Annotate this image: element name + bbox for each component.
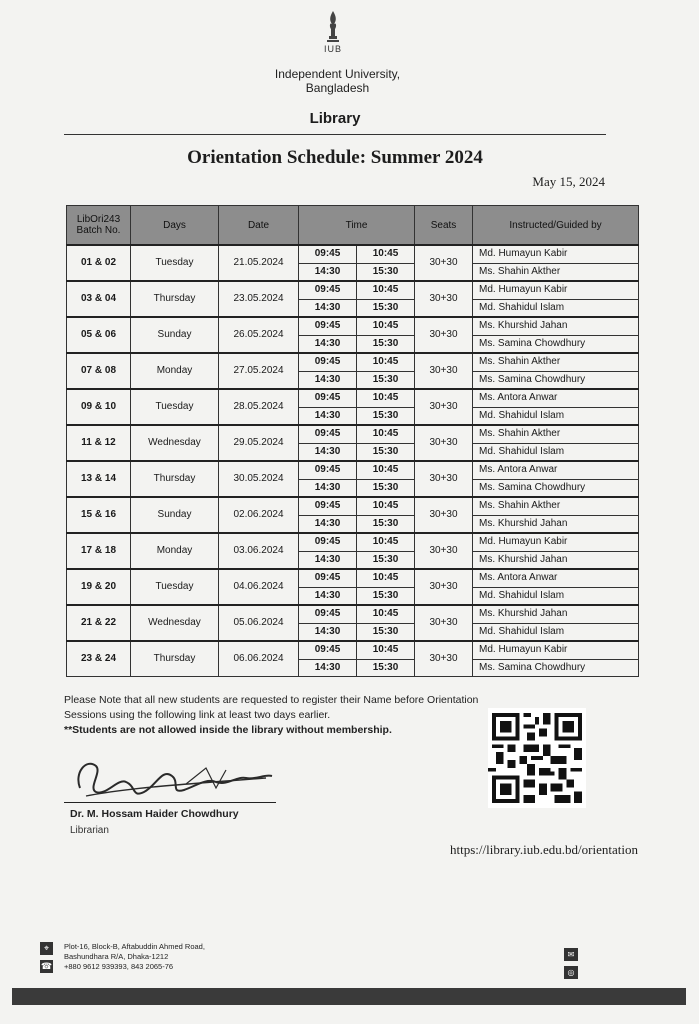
instructor-cell: Md. Shahidul Islam xyxy=(473,587,639,605)
start-time-cell: 14:30 xyxy=(299,371,357,389)
day-cell: Sunday xyxy=(131,497,219,533)
end-time-cell: 15:30 xyxy=(357,515,415,533)
header-batch: LibOri243 Batch No. xyxy=(67,206,131,246)
start-time-cell: 14:30 xyxy=(299,407,357,425)
day-cell: Wednesday xyxy=(131,425,219,461)
start-time-cell: 14:30 xyxy=(299,587,357,605)
orientation-schedule-table xyxy=(66,205,639,677)
end-time-cell: 10:45 xyxy=(357,245,415,263)
instructor-cell: Ms. Khurshid Jahan xyxy=(473,317,639,335)
end-time-cell: 15:30 xyxy=(357,587,415,605)
instructor-cell: Ms. Shahin Akther xyxy=(473,353,639,371)
date-cell: 28.05.2024 xyxy=(219,389,299,425)
phone-numbers: +880 9612 939393, 843 2065-76 xyxy=(64,962,174,971)
start-time-cell: 09:45 xyxy=(299,425,357,443)
start-time-cell: 14:30 xyxy=(299,515,357,533)
batch-cell: 11 & 12 xyxy=(67,425,131,461)
instructor-cell: Md. Humayun Kabir xyxy=(473,641,639,659)
instructor-cell: Md. Humayun Kabir xyxy=(473,281,639,299)
signature-line xyxy=(64,802,276,803)
start-time-cell: 09:45 xyxy=(299,605,357,623)
footer-contact xyxy=(40,940,280,980)
footer-bar xyxy=(12,988,686,1005)
end-time-cell: 10:45 xyxy=(357,389,415,407)
batch-cell: 21 & 22 xyxy=(67,605,131,641)
instructor-cell: Md. Shahidul Islam xyxy=(473,299,639,317)
instructor-cell: Md. Shahidul Islam xyxy=(473,443,639,461)
end-time-cell: 15:30 xyxy=(357,407,415,425)
email-icon: ✉ xyxy=(564,948,578,961)
batch-cell: 07 & 08 xyxy=(67,353,131,389)
date-cell: 02.06.2024 xyxy=(219,497,299,533)
instructor-cell: Ms. Samina Chowdhury xyxy=(473,371,639,389)
logo-text: IUB xyxy=(323,44,342,54)
date-cell: 04.06.2024 xyxy=(219,569,299,605)
table-row xyxy=(67,281,639,299)
start-time-cell: 14:30 xyxy=(299,659,357,677)
date-cell: 21.05.2024 xyxy=(219,245,299,281)
instructor-cell: Ms. Samina Chowdhury xyxy=(473,335,639,353)
instructor-cell: Ms. Samina Chowdhury xyxy=(473,479,639,497)
seats-cell: 30+30 xyxy=(415,389,473,425)
start-time-cell: 09:45 xyxy=(299,497,357,515)
end-time-cell: 15:30 xyxy=(357,479,415,497)
header-time: Time xyxy=(299,206,415,246)
header-instructed: Instructed/Guided by xyxy=(473,206,639,246)
table-row xyxy=(67,389,639,407)
header-divider xyxy=(64,134,606,135)
table-header-row xyxy=(67,206,639,246)
table-row xyxy=(67,317,639,335)
seats-cell: 30+30 xyxy=(415,425,473,461)
date-cell: 05.06.2024 xyxy=(219,605,299,641)
end-time-cell: 15:30 xyxy=(357,659,415,677)
header-days: Days xyxy=(131,206,219,246)
seats-cell: 30+30 xyxy=(415,353,473,389)
batch-cell: 17 & 18 xyxy=(67,533,131,569)
day-cell: Sunday xyxy=(131,317,219,353)
location-icon: ⌖ xyxy=(40,942,53,955)
seats-cell: 30+30 xyxy=(415,245,473,281)
seats-cell: 30+30 xyxy=(415,461,473,497)
seats-cell: 30+30 xyxy=(415,605,473,641)
instructor-cell: Md. Shahidul Islam xyxy=(473,623,639,641)
date-cell: 03.06.2024 xyxy=(219,533,299,569)
end-time-cell: 15:30 xyxy=(357,443,415,461)
day-cell: Thursday xyxy=(131,281,219,317)
university-name-line1: Independent University, xyxy=(274,67,401,81)
start-time-cell: 14:30 xyxy=(299,263,357,281)
table-row xyxy=(67,497,639,515)
end-time-cell: 10:45 xyxy=(357,317,415,335)
date-cell: 29.05.2024 xyxy=(219,425,299,461)
start-time-cell: 14:30 xyxy=(299,335,357,353)
start-time-cell: 09:45 xyxy=(299,569,357,587)
start-time-cell: 14:30 xyxy=(299,299,357,317)
date-cell: 06.06.2024 xyxy=(219,641,299,677)
end-time-cell: 10:45 xyxy=(357,281,415,299)
instructor-cell: Ms. Shahin Akther xyxy=(473,263,639,281)
batch-cell: 09 & 10 xyxy=(67,389,131,425)
date-cell: 30.05.2024 xyxy=(219,461,299,497)
end-time-cell: 10:45 xyxy=(357,425,415,443)
end-time-cell: 10:45 xyxy=(357,569,415,587)
start-time-cell: 09:45 xyxy=(299,281,357,299)
phone-icon: ☎ xyxy=(40,961,53,971)
table-row xyxy=(67,245,639,263)
instructor-cell: Md. Shahidul Islam xyxy=(473,407,639,425)
end-time-cell: 10:45 xyxy=(357,533,415,551)
end-time-cell: 10:45 xyxy=(357,641,415,659)
page-title: Orientation Schedule: Summer 2024 xyxy=(187,147,483,168)
seats-cell: 30+30 xyxy=(415,497,473,533)
address-line2: Bashundhara R/A, Dhaka-1212 xyxy=(64,952,169,961)
batch-cell: 03 & 04 xyxy=(67,281,131,317)
start-time-cell: 09:45 xyxy=(299,389,357,407)
table-row xyxy=(67,425,639,443)
footer-online xyxy=(564,948,684,984)
instructor-cell: Ms. Shahin Akther xyxy=(473,425,639,443)
instructor-cell: Ms. Samina Chowdhury xyxy=(473,659,639,677)
instructor-cell: Md. Humayun Kabir xyxy=(473,533,639,551)
schedule-body xyxy=(67,245,639,677)
end-time-cell: 10:45 xyxy=(357,497,415,515)
start-time-cell: 09:45 xyxy=(299,533,357,551)
orientation-link[interactable]: https://library.iub.edu.bd/orientation xyxy=(450,842,638,857)
day-cell: Monday xyxy=(131,353,219,389)
seats-cell: 30+30 xyxy=(415,641,473,677)
end-time-cell: 15:30 xyxy=(357,299,415,317)
end-time-cell: 15:30 xyxy=(357,263,415,281)
date-cell: 23.05.2024 xyxy=(219,281,299,317)
table-row xyxy=(67,641,639,659)
globe-icon: ◎ xyxy=(564,966,578,979)
instructor-cell: Ms. Antora Anwar xyxy=(473,569,639,587)
start-time-cell: 09:45 xyxy=(299,641,357,659)
address-line1: Plot-16, Block-B, Aftabuddin Ahmed Road, xyxy=(64,942,205,951)
university-name xyxy=(220,67,455,95)
librarian-signature xyxy=(66,748,286,806)
iub-logo xyxy=(318,10,348,62)
table-row xyxy=(67,461,639,479)
batch-cell: 19 & 20 xyxy=(67,569,131,605)
table-row xyxy=(67,533,639,551)
instructor-cell: Ms. Khurshid Jahan xyxy=(473,551,639,569)
torch-icon xyxy=(324,10,342,44)
header-date: Date xyxy=(219,206,299,246)
instructor-cell: Ms. Khurshid Jahan xyxy=(473,605,639,623)
day-cell: Monday xyxy=(131,533,219,569)
batch-cell: 05 & 06 xyxy=(67,317,131,353)
seats-cell: 30+30 xyxy=(415,281,473,317)
start-time-cell: 14:30 xyxy=(299,479,357,497)
date-cell: 27.05.2024 xyxy=(219,353,299,389)
signatory-name: Dr. M. Hossam Haider Chowdhury xyxy=(70,808,239,820)
university-name-line2: Bangladesh xyxy=(305,81,370,95)
day-cell: Tuesday xyxy=(131,245,219,281)
end-time-cell: 15:30 xyxy=(357,623,415,641)
day-cell: Wednesday xyxy=(131,605,219,641)
instructor-cell: Ms. Antora Anwar xyxy=(473,461,639,479)
instructor-cell: Ms. Khurshid Jahan xyxy=(473,515,639,533)
end-time-cell: 10:45 xyxy=(357,353,415,371)
start-time-cell: 09:45 xyxy=(299,317,357,335)
end-time-cell: 15:30 xyxy=(357,371,415,389)
batch-cell: 13 & 14 xyxy=(67,461,131,497)
start-time-cell: 14:30 xyxy=(299,623,357,641)
start-time-cell: 09:45 xyxy=(299,353,357,371)
instructor-cell: Ms. Antora Anwar xyxy=(473,389,639,407)
end-time-cell: 15:30 xyxy=(357,335,415,353)
start-time-cell: 09:45 xyxy=(299,245,357,263)
signatory-title: Librarian xyxy=(70,825,109,836)
note-line2: Sessions using the following link at least two days earlier. xyxy=(64,709,331,721)
table-row xyxy=(67,569,639,587)
seats-cell: 30+30 xyxy=(415,317,473,353)
batch-cell: 01 & 02 xyxy=(67,245,131,281)
date-cell: 26.05.2024 xyxy=(219,317,299,353)
table-row xyxy=(67,605,639,623)
instructor-cell: Ms. Shahin Akther xyxy=(473,497,639,515)
note-line1: Please Note that all new students are requested to register their Name before Orientation xyxy=(64,694,479,706)
end-time-cell: 10:45 xyxy=(357,461,415,479)
day-cell: Tuesday xyxy=(131,569,219,605)
start-time-cell: 14:30 xyxy=(299,443,357,461)
header-seats: Seats xyxy=(415,206,473,246)
end-time-cell: 10:45 xyxy=(357,605,415,623)
start-time-cell: 09:45 xyxy=(299,461,357,479)
instructor-cell: Md. Humayun Kabir xyxy=(473,245,639,263)
day-cell: Thursday xyxy=(131,461,219,497)
footer-address xyxy=(64,942,205,972)
end-time-cell: 15:30 xyxy=(357,551,415,569)
seats-cell: 30+30 xyxy=(415,569,473,605)
document-date: May 15, 2024 xyxy=(532,174,605,189)
membership-warning: **Students are not allowed inside the library without membership. xyxy=(64,724,392,736)
qr-code[interactable] xyxy=(488,708,586,808)
department-title: Library xyxy=(309,110,361,127)
batch-cell: 15 & 16 xyxy=(67,497,131,533)
batch-cell: 23 & 24 xyxy=(67,641,131,677)
seats-cell: 30+30 xyxy=(415,533,473,569)
start-time-cell: 14:30 xyxy=(299,551,357,569)
day-cell: Thursday xyxy=(131,641,219,677)
table-row xyxy=(67,353,639,371)
day-cell: Tuesday xyxy=(131,389,219,425)
